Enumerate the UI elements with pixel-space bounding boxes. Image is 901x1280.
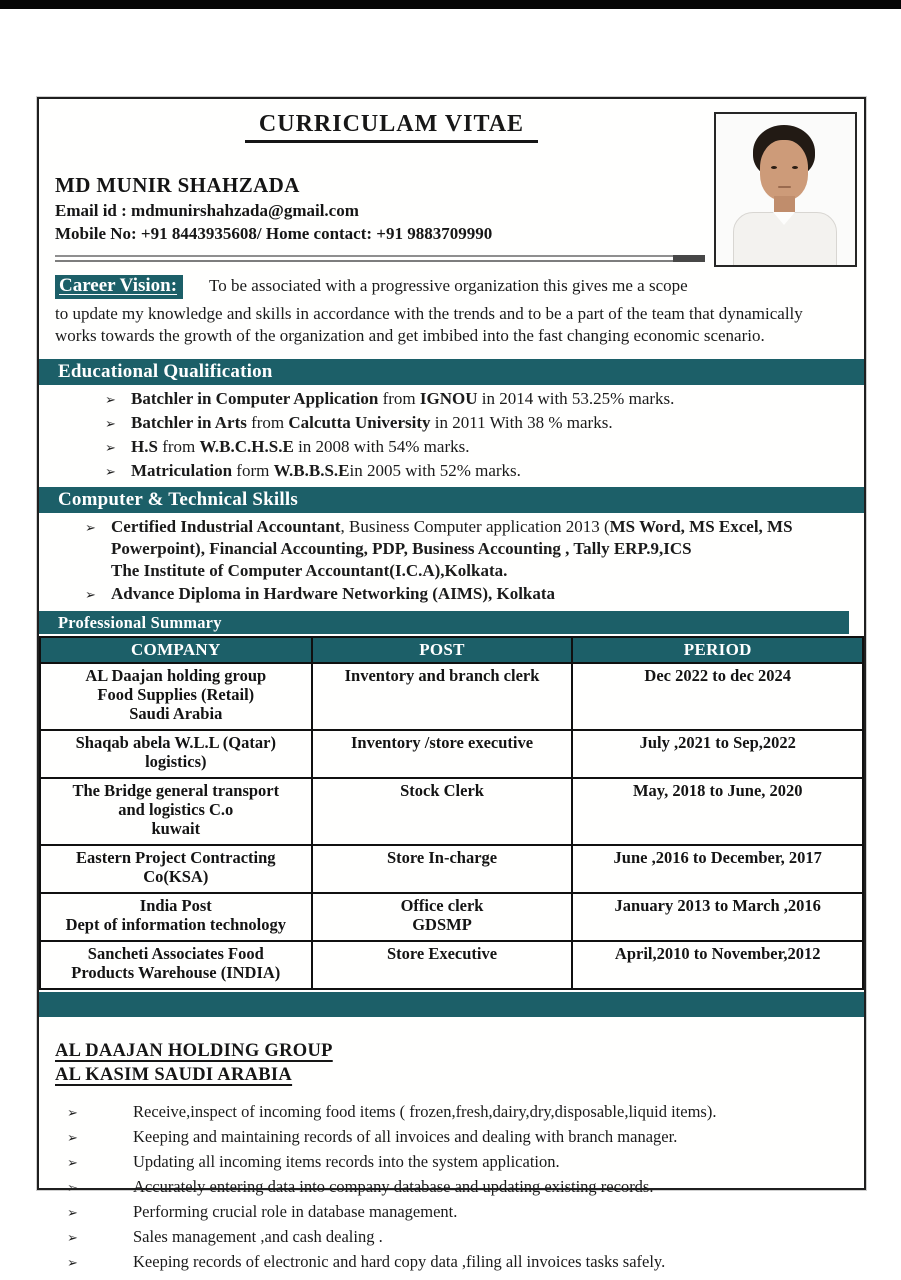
avatar-mouth <box>778 186 791 188</box>
post-cell <box>312 663 573 730</box>
bullet-arrow-icon: ➢ <box>67 1181 78 1196</box>
text-segment: Certified Industrial Accountant <box>111 517 341 536</box>
text-segment: W.B.B.S.E <box>273 461 350 480</box>
text-segment: from <box>378 389 420 408</box>
section-heading-professional-summary: Professional Summary <box>39 611 849 634</box>
list-item <box>105 460 848 483</box>
bullet-arrow-icon: ➢ <box>105 465 116 480</box>
mobile-line: Mobile No: +91 8443935608/ Home contact: +91 9883709990 <box>55 224 493 243</box>
text-segment: H.S <box>131 437 158 456</box>
text-segment: in 2008 with 54% marks. <box>293 437 470 456</box>
section-heading-skills: Computer & Technical Skills <box>39 487 864 513</box>
experience-location-heading: AL KASIM SAUDI ARABIA <box>55 1065 293 1085</box>
section-heading-education: Educational Qualification <box>39 359 864 385</box>
list-item <box>67 1151 848 1174</box>
period-cell <box>572 893 863 941</box>
avatar-eye-left <box>771 166 777 169</box>
table-row <box>40 845 863 893</box>
list-item-text <box>111 516 848 582</box>
list-item <box>67 1201 848 1224</box>
email-line: Email id : mdmunirshahzada@gmail.com <box>55 201 359 220</box>
bullet-arrow-icon: ➢ <box>105 393 116 408</box>
bullet-arrow-icon: ➢ <box>67 1106 78 1121</box>
company-cell <box>40 778 312 845</box>
list-item-text: Receive,inspect of incoming food items ( frozen,fresh,dairy,dry,disposable,liquid items). <box>133 1102 717 1121</box>
cell-line: Shaqab abela W.L.L (Qatar) <box>75 733 276 752</box>
cell-line: Office clerk <box>400 896 484 915</box>
cell-line: GDSMP <box>412 915 472 934</box>
career-vision-paragraph: to update my knowledge and skills in accordance with the trends and to be a part of the team that dynamically works towards the growth of the organization and get imbibed into the fast changing economic scenario. <box>55 304 803 345</box>
career-vision-section <box>55 275 848 347</box>
cell-line: Sancheti Associates Food <box>87 944 264 963</box>
table-bottom-separator <box>39 992 864 1017</box>
list-item-text: Accurately entering data into company database and updating existing records. <box>133 1177 654 1196</box>
text-segment: IGNOU <box>419 389 478 408</box>
applicant-name: MD MUNIR SHAHZADA <box>55 173 300 197</box>
list-item-text: Keeping and maintaining records of all invoices and dealing with branch manager. <box>133 1127 678 1146</box>
text-segment: in 2005 with 52% marks. <box>349 461 521 480</box>
employment-table-body <box>40 663 863 989</box>
experience-bullet-list <box>55 1101 848 1274</box>
list-item <box>105 412 848 435</box>
cell-line: May, 2018 to June, 2020 <box>632 781 803 800</box>
cell-line: logistics) <box>145 752 207 771</box>
cell-line: Store Executive <box>386 944 498 963</box>
document-title: CURRICULAM VITAE <box>245 111 538 143</box>
list-item <box>67 1101 848 1124</box>
table-row <box>40 941 863 989</box>
table-header-row <box>40 637 863 663</box>
company-cell <box>40 845 312 893</box>
column-header-company: COMPANY <box>40 637 312 663</box>
company-cell <box>40 893 312 941</box>
cell-line: Food Supplies (Retail) <box>97 685 255 704</box>
list-item <box>67 1126 848 1149</box>
cell-line: April,2010 to November,2012 <box>614 944 821 963</box>
bullet-arrow-icon: ➢ <box>67 1231 78 1246</box>
cell-line: Co(KSA) <box>143 867 209 886</box>
period-cell <box>572 845 863 893</box>
text-segment: form <box>232 461 274 480</box>
cell-line: January 2013 to March ,2016 <box>614 896 821 915</box>
bullet-arrow-icon: ➢ <box>85 588 96 603</box>
table-row <box>40 730 863 778</box>
text-segment: Matriculation <box>131 461 233 480</box>
cell-line: The Bridge general transport <box>72 781 280 800</box>
bullet-arrow-icon: ➢ <box>67 1206 78 1221</box>
company-cell <box>40 730 312 778</box>
list-item-text <box>131 388 848 411</box>
text-segment: from <box>246 413 289 432</box>
cell-line: Saudi Arabia <box>129 704 223 723</box>
scan-top-edge <box>0 0 901 9</box>
column-header-post: POST <box>312 637 573 663</box>
cell-line: Products Warehouse (INDIA) <box>71 963 281 982</box>
period-cell <box>572 663 863 730</box>
cell-line: and logistics C.o <box>118 800 234 819</box>
text-segment: in 2011 With 38 % marks. <box>430 413 613 432</box>
cell-line: kuwait <box>151 819 201 838</box>
list-item <box>105 436 848 459</box>
education-list <box>55 388 848 483</box>
text-segment: The Institute of Computer Accountant(I.C.A),Kolkata. <box>111 561 508 580</box>
list-item <box>85 516 848 582</box>
text-segment: Batchler in Arts <box>131 413 247 432</box>
post-cell <box>312 845 573 893</box>
cell-line: Stock Clerk <box>400 781 484 800</box>
period-cell <box>572 778 863 845</box>
career-vision-first-line <box>55 275 848 299</box>
cell-line: June ,2016 to December, 2017 <box>613 848 822 867</box>
bullet-arrow-icon: ➢ <box>105 417 116 432</box>
list-item <box>105 388 848 411</box>
career-vision-line1: To be associated with a progressive organization this gives me a scope <box>209 276 688 295</box>
cv-sheet <box>37 97 866 1271</box>
table-row <box>40 778 863 845</box>
column-header-period: PERIOD <box>572 637 863 663</box>
cell-line: Inventory /store executive <box>350 733 534 752</box>
company-cell <box>40 663 312 730</box>
text-segment: Calcutta University <box>288 413 431 432</box>
post-cell <box>312 893 573 941</box>
header-divider-rule <box>55 255 703 262</box>
employment-table <box>39 636 864 990</box>
text-segment: MS Word, MS Excel, MS Powerpoint), Financial Accounting, PDP, Business Accounting , Tally ERP.9,ICS <box>111 517 793 558</box>
cell-line: AL Daajan holding group <box>85 666 267 685</box>
list-item-text: Sales management ,and cash dealing . <box>133 1227 383 1246</box>
post-cell <box>312 941 573 989</box>
cell-line: India Post <box>139 896 212 915</box>
list-item <box>85 583 848 607</box>
text-segment: Advance Diploma in Hardware Networking (AIMS), Kolkata <box>111 584 556 603</box>
bullet-arrow-icon: ➢ <box>67 1156 78 1171</box>
bullet-arrow-icon: ➢ <box>67 1256 78 1271</box>
post-cell <box>312 730 573 778</box>
period-cell <box>572 730 863 778</box>
cell-line: Inventory and branch clerk <box>344 666 540 685</box>
cell-line: July ,2021 to Sep,2022 <box>639 733 796 752</box>
list-item-text: Keeping records of electronic and hard copy data ,filing all invoices tasks safely. <box>133 1252 666 1271</box>
list-item <box>67 1226 848 1249</box>
text-segment: W.B.C.H.S.E <box>199 437 294 456</box>
avatar-eye-right <box>792 166 798 169</box>
bullet-arrow-icon: ➢ <box>85 521 96 536</box>
list-item-text <box>131 412 848 435</box>
list-item-text <box>131 436 848 459</box>
text-segment: in 2014 with 53.25% marks. <box>477 389 675 408</box>
text-segment: Batchler in Computer Application <box>131 389 379 408</box>
list-item <box>67 1176 848 1199</box>
table-row <box>40 663 863 730</box>
table-row <box>40 893 863 941</box>
text-segment: from <box>157 437 200 456</box>
list-item-text <box>111 583 848 607</box>
career-vision-label: Career Vision: <box>55 275 183 299</box>
list-item-text: Performing crucial role in database management. <box>133 1202 458 1221</box>
bullet-arrow-icon: ➢ <box>105 441 116 456</box>
company-cell <box>40 941 312 989</box>
text-segment: , Business Computer application 2013 ( <box>340 517 610 536</box>
cell-line: Store In-charge <box>386 848 498 867</box>
list-item <box>67 1251 848 1274</box>
applicant-photo <box>714 112 857 267</box>
cell-line: Dept of information technology <box>65 915 287 934</box>
cell-line: Dec 2022 to dec 2024 <box>644 666 792 685</box>
experience-company-heading: AL DAAJAN HOLDING GROUP <box>55 1041 333 1061</box>
period-cell <box>572 941 863 989</box>
bullet-arrow-icon: ➢ <box>67 1131 78 1146</box>
skills-list <box>55 516 848 607</box>
cell-line: Eastern Project Contracting <box>76 848 276 867</box>
avatar-face <box>760 140 808 200</box>
list-item-text <box>131 460 848 483</box>
list-item-text: Updating all incoming items records into the system application. <box>133 1152 560 1171</box>
post-cell <box>312 778 573 845</box>
